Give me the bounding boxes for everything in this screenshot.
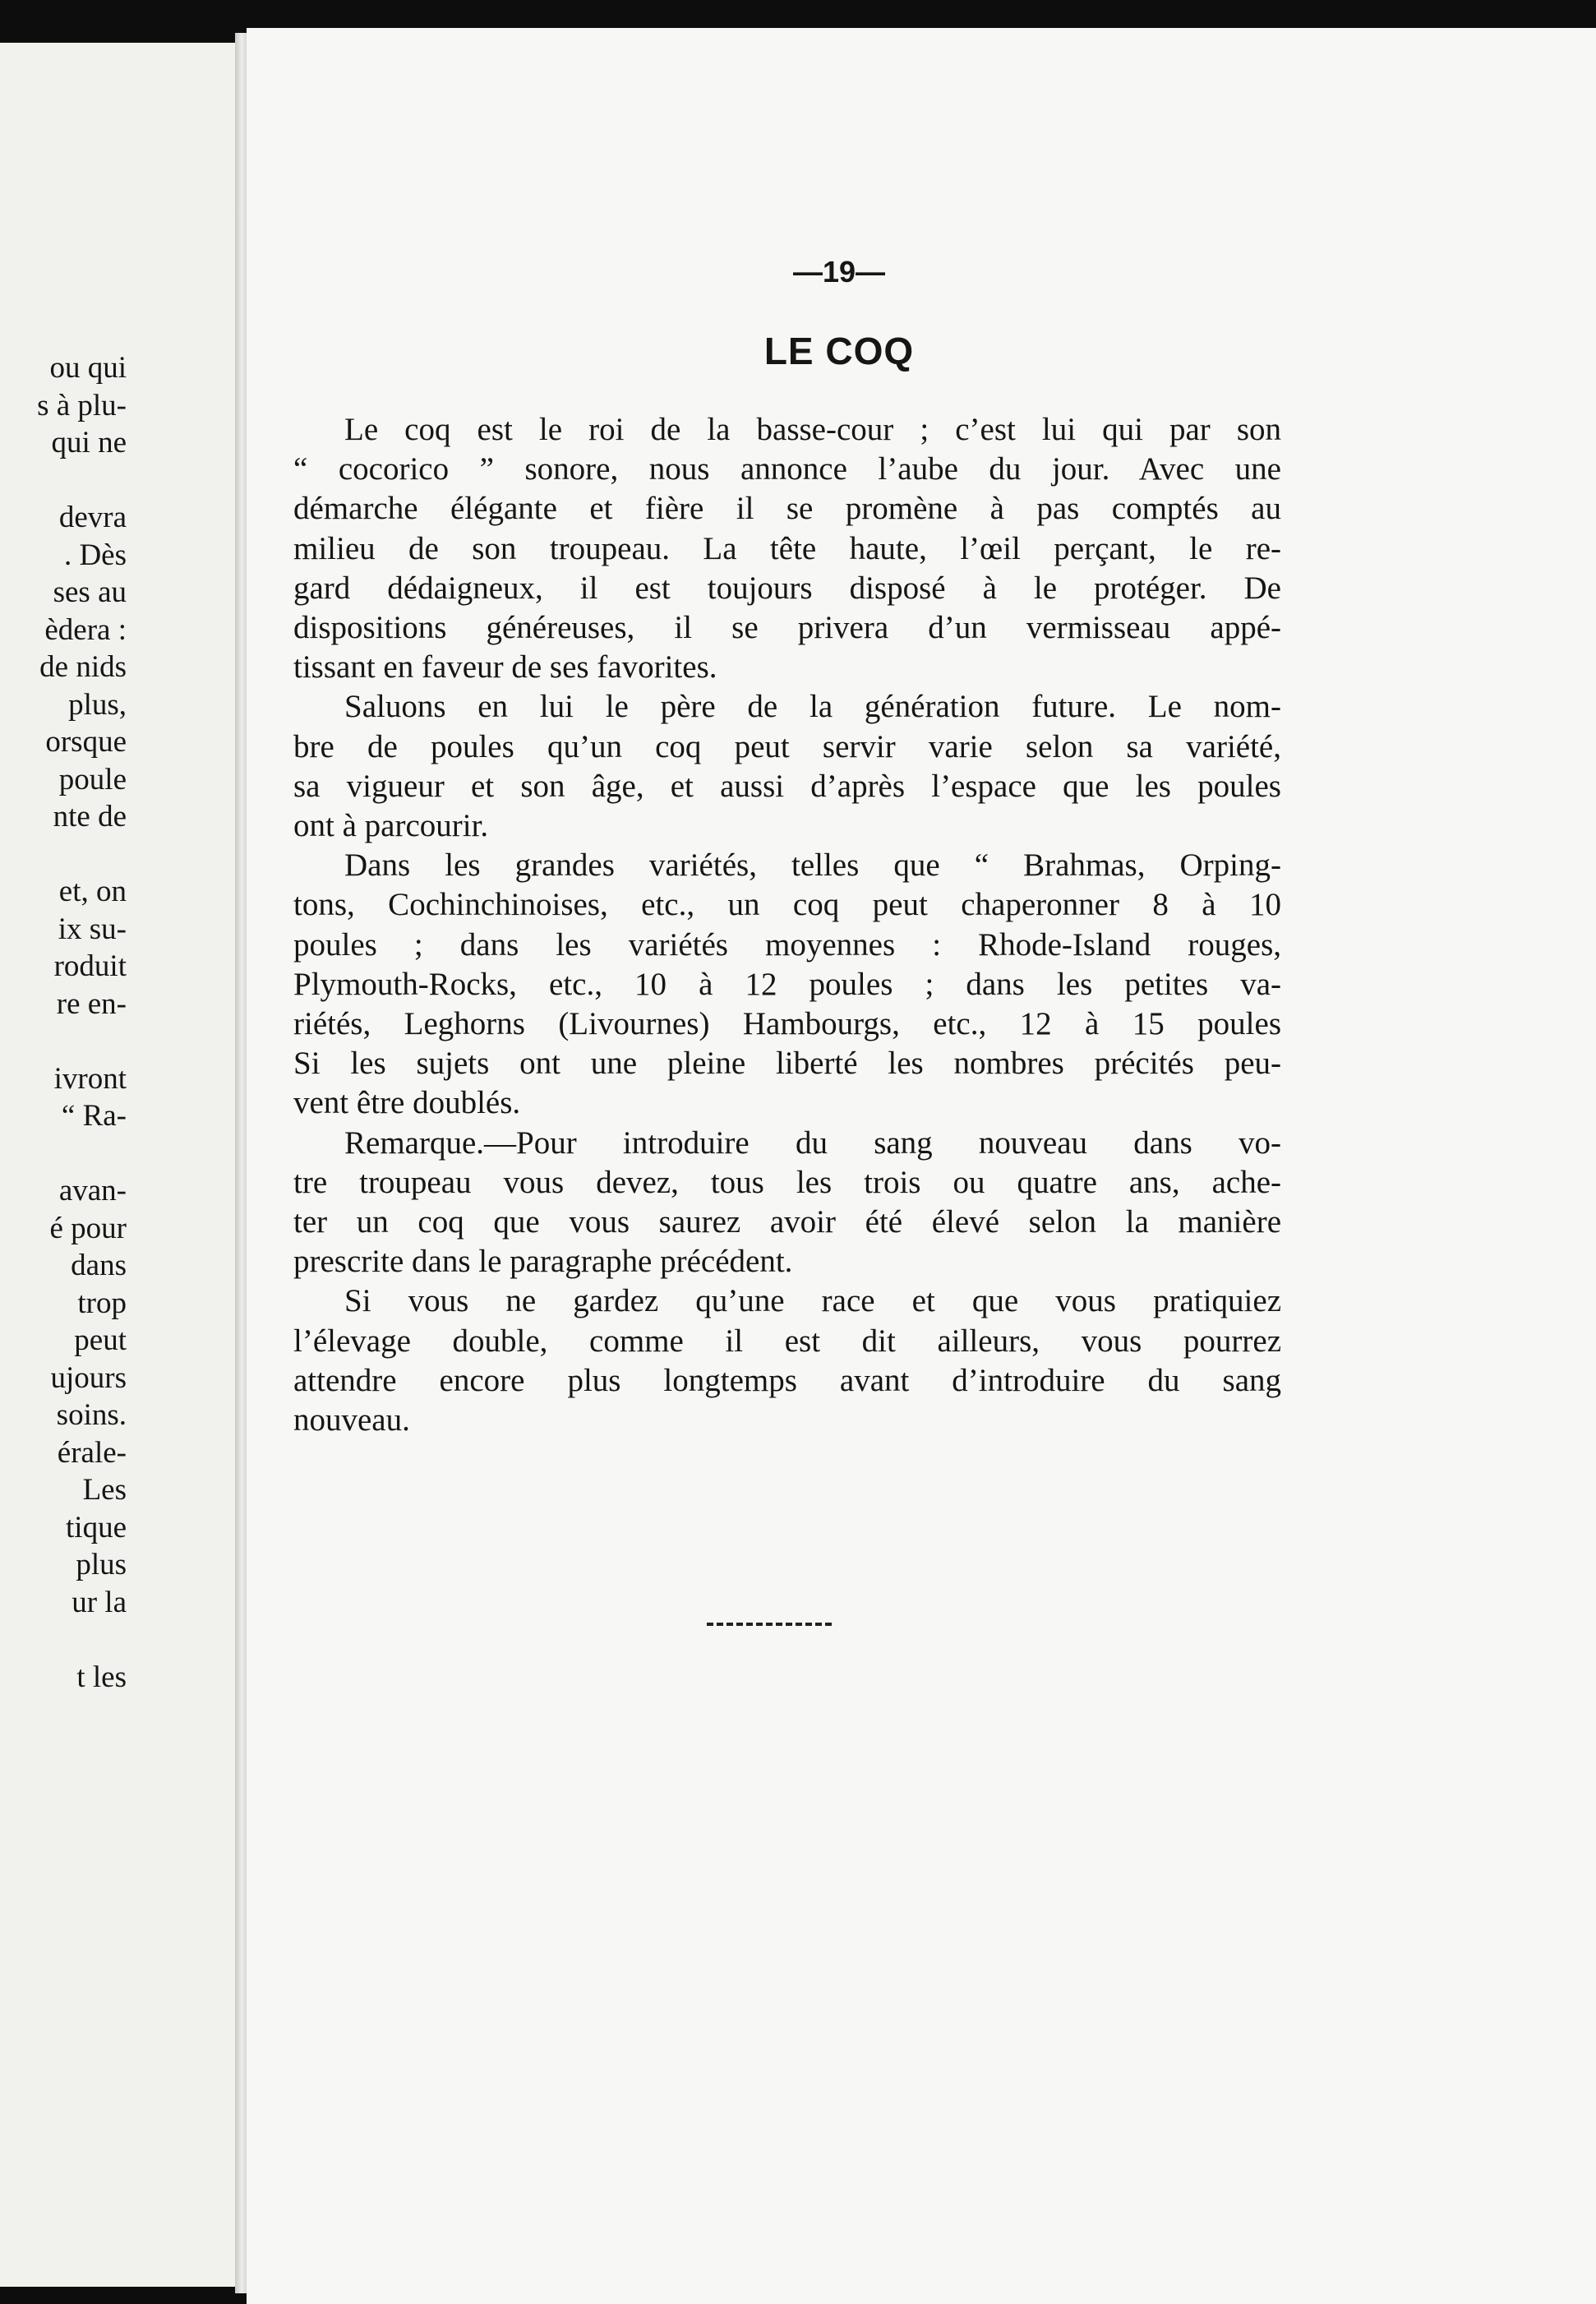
left-page-line: poule	[58, 763, 127, 796]
left-page-line: ix su-	[58, 912, 127, 946]
text-line: sa vigueur et son âge, et aussi d’après l’espace que les poules	[293, 769, 1281, 804]
body-text	[293, 411, 1281, 1463]
left-page-line: roduit	[53, 949, 127, 983]
left-page-line: qui ne	[51, 426, 127, 459]
left-page-line: . Dès	[63, 538, 127, 572]
chapter-title: LE COQ	[763, 330, 915, 372]
text-line: l’élevage double, comme il est dit ailleurs, vous pourrez	[293, 1323, 1281, 1359]
text-line: démarche élégante et fière il se promène à pas comptés au	[293, 491, 1281, 526]
left-page-line: et, on	[58, 875, 127, 908]
left-page-line: ou qui	[49, 351, 127, 385]
left-page-line: avan-	[58, 1174, 127, 1207]
left-page-line: èdera :	[44, 613, 127, 647]
text-line: “ cocorico ” sonore, nous annonce l’aube du jour. Avec une	[293, 451, 1281, 487]
text-line: Le coq est le roi de la basse-cour ; c’est lui qui par son	[344, 412, 1281, 447]
text-line: tissant en faveur de ses favorites.	[293, 649, 717, 685]
left-page-line: Les	[82, 1473, 127, 1507]
left-page-line: plus	[76, 1548, 127, 1581]
text-line: Si les sujets ont une pleine liberté les nombres précités peu-	[293, 1046, 1281, 1081]
left-facing-page	[0, 43, 240, 2287]
text-line: milieu de son troupeau. La tête haute, l’œil perçant, le re-	[293, 531, 1281, 566]
text-line: bre de poules qu’un coq peut servir varie selon sa variété,	[293, 729, 1281, 764]
text-line: tre troupeau vous devez, tous les trois ou quatre ans, ache-	[293, 1165, 1281, 1200]
left-page-line: t les	[76, 1660, 127, 1694]
text-line: gard dédaigneux, il est toujours disposé à le protéger. De	[293, 570, 1281, 606]
left-page-line: de nids	[39, 650, 127, 684]
text-line: prescrite dans le paragraphe précédent.	[293, 1244, 793, 1279]
text-line: ont à parcourir.	[293, 808, 489, 843]
text-line: Saluons en lui le père de la génération future. Le nom-	[344, 689, 1281, 724]
end-rule	[707, 1623, 832, 1626]
page-number: —19—	[792, 255, 886, 289]
left-page-line: re en-	[56, 987, 127, 1021]
left-page-line: nte de	[53, 800, 127, 833]
left-page-line: ivront	[53, 1062, 127, 1096]
left-page-line: érale-	[57, 1436, 127, 1470]
text-line: riétés, Leghorns (Livournes) Hambourgs, etc., 12 à 15 poules	[293, 1006, 1281, 1041]
right-page	[247, 28, 1596, 2304]
left-page-line: ur la	[71, 1586, 127, 1619]
text-line: Dans les grandes variétés, telles que “ Brahmas, Orping-	[344, 847, 1281, 883]
left-page-line: soins.	[56, 1398, 127, 1432]
text-line: poules ; dans les variétés moyennes : Rhode-Island rouges,	[293, 927, 1281, 963]
left-page-line: ses au	[53, 575, 127, 609]
left-page-line: peut	[74, 1323, 127, 1357]
text-line: dispositions généreuses, il se privera d’un vermisseau appé-	[293, 610, 1281, 645]
left-page-line: ujours	[50, 1361, 127, 1395]
text-line: ter un coq que vous saurez avoir été élevé selon la manière	[293, 1204, 1281, 1240]
text-line: Plymouth-Rocks, etc., 10 à 12 poules ; dans les petites va-	[293, 967, 1281, 1002]
left-page-line: tique	[66, 1511, 127, 1544]
left-page-line: é pour	[49, 1212, 127, 1245]
left-page-line: plus,	[68, 688, 127, 722]
text-line: attendre encore plus longtemps avant d’introduire du sang	[293, 1363, 1281, 1398]
left-page-line: dans	[71, 1249, 127, 1282]
text-line: tons, Cochinchinoises, etc., un coq peut chaperonner 8 à 10	[293, 887, 1281, 922]
text-line: Si vous ne gardez qu’une race et que vous pratiquiez	[344, 1283, 1281, 1318]
left-page-line: devra	[58, 501, 127, 534]
left-page-line: trop	[77, 1286, 127, 1320]
text-line: nouveau.	[293, 1402, 410, 1438]
left-page-line: orsque	[45, 725, 127, 759]
left-page-line: “ Ra-	[61, 1099, 127, 1133]
text-line: vent être doublés.	[293, 1085, 521, 1120]
page-gutter	[235, 33, 247, 2293]
text-line: Remarque.—Pour introduire du sang nouveau dans vo-	[344, 1125, 1281, 1161]
left-page-line: s à plu-	[37, 389, 127, 422]
